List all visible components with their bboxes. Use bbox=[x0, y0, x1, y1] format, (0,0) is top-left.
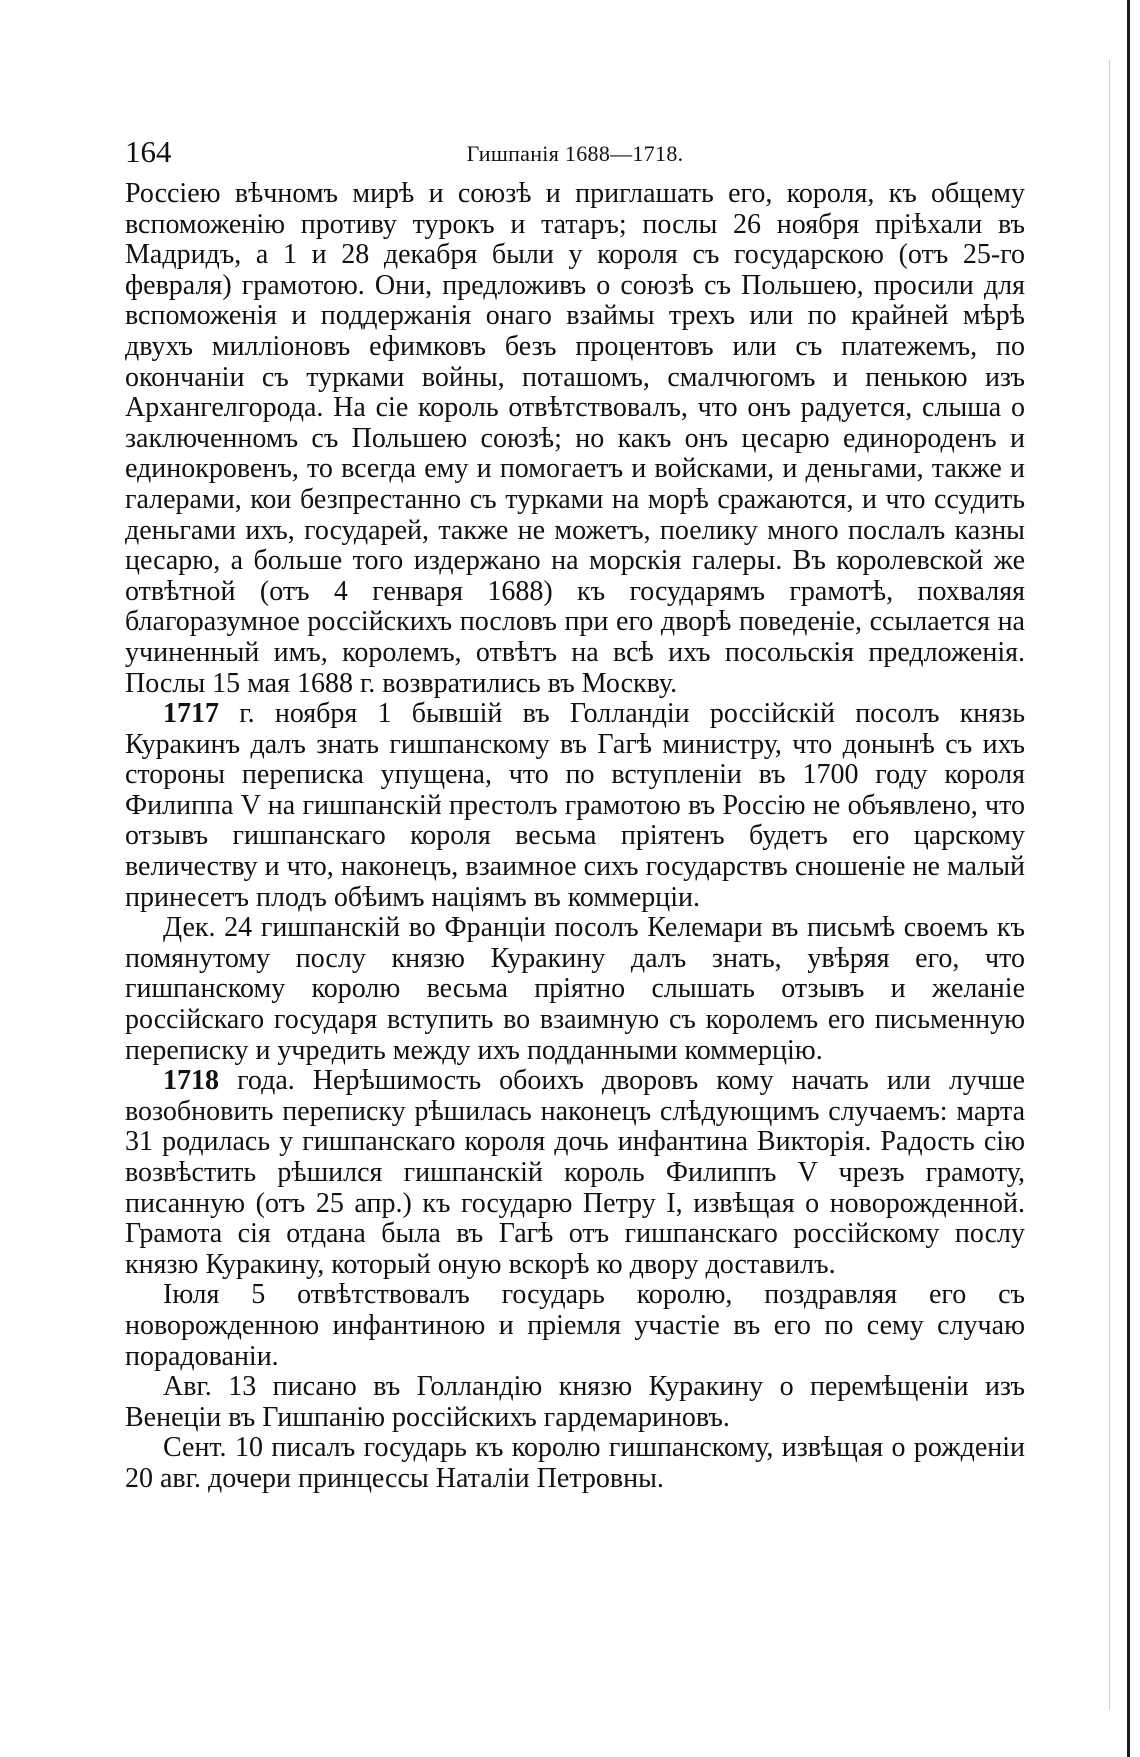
paragraph-aug-13 bbox=[125, 1372, 1025, 1433]
paragraph-1718 bbox=[125, 1066, 1025, 1280]
year-heading-1718: 1718 bbox=[163, 1065, 219, 1097]
paragraph-text: года. Нерѣшимость обоихъ дворовъ кому начать или лучше возобновить переписку рѣшилась наконецъ слѣдующимъ случаемъ: марта 31 родилась у гишпанскаго короля дочь инфантина Викторія. Радость сію возвѣстить рѣшился гишпанскій король Филиппъ V чрезъ грамоту, писанную (отъ 25 апр.) къ государю Петру I, извѣщая о новорожденной. Грамота сія отдана была въ Гагѣ отъ гишпанскаго россійскому послу князю Куракину, который оную вскорѣ ко двору доставилъ. bbox=[125, 1065, 1025, 1280]
paragraph-july-5 bbox=[125, 1280, 1025, 1372]
paragraph-1717 bbox=[125, 699, 1025, 913]
paragraph-text: Сент. 10 писалъ государь къ королю гишпанскому, извѣщая о рожденіи 20 авг. дочери принцессы Наталіи Петровны. bbox=[125, 1432, 1025, 1494]
paragraph-text: Авг. 13 писано въ Голландію князю Куракину о перемѣщеніи изъ Венеціи въ Гишпанію россійскихъ гардемариновъ. bbox=[125, 1371, 1025, 1433]
paragraph-dec-24 bbox=[125, 913, 1025, 1066]
running-title: Гишпанія 1688—1718. bbox=[466, 141, 684, 166]
text-body bbox=[125, 179, 1025, 1495]
page-number: 164 bbox=[125, 134, 172, 169]
paragraph-text: Іюля 5 отвѣтствовалъ государь королю, поздравляя его съ новорожденною инфантиною и пріемля участіе въ его по сему случаю порадованіи. bbox=[125, 1279, 1025, 1372]
paragraph-sept-10 bbox=[125, 1433, 1025, 1494]
paragraph-text: Россіею вѣчномъ мирѣ и союзѣ и приглашать его, короля, къ общему вспоможенію противу турокъ и татаръ; послы 26 ноября пріѣхали въ Мадридъ, а 1 и 28 декабря были у короля съ государскою (отъ 25-го февраля) грамотою. Они, предложивъ о союзѣ съ Польшею, просили для вспоможенія и поддержанія онаго взаймы трехъ или по крайней мѣрѣ двухъ милліоновъ ефимковъ безъ процентовъ или съ платежемъ, по окончаніи съ турками войны, поташомъ, смалчюгомъ и пенькою изъ Архангелгорода. На сіе король отвѣтствовалъ, что онъ радуется, слыша о заключенномъ съ Польшею союзѣ; но какъ онъ цесарю единороденъ и единокровенъ, то всегда ему и помогаетъ и войсками, и деньгами, также и галерами, кои безпрестанно съ турками на морѣ сражаются, и что ссудить деньгами ихъ, государей, также не можетъ, поелику много послалъ казны цесарю, а больше того издержано на морскія галеры. Въ королевской же отвѣтной (отъ 4 генваря 1688) къ государямъ грамотѣ, похваляя благоразумное россійскихъ пословъ при его дворѣ поведеніе, ссылается на учиненный имъ, королемъ, отвѣтъ на всѣ ихъ посольскія предложенія. Послы 15 мая 1688 г. возвратились въ Москву. bbox=[125, 178, 1025, 699]
running-header bbox=[125, 134, 1025, 170]
paragraph-1 bbox=[125, 179, 1025, 699]
year-heading-1717: 1717 bbox=[163, 698, 219, 730]
paragraph-text: г. ноября 1 бывшій въ Голландіи россійскій посолъ князь Куракинъ далъ знать гишпанскому въ Гагѣ министру, что донынѣ съ ихъ стороны переписка упущена, что по вступленіи въ 1700 году короля Филиппа V на гишпанскій престолъ грамотою въ Россію не объявлено, что отзывъ гишпанскаго короля весьма пріятенъ будетъ его царскому величеству и что, наконецъ, взаимное сихъ государствъ сношеніе не малый принесетъ плодъ обѣимъ націямъ въ коммерціи. bbox=[125, 698, 1025, 913]
page-edge bbox=[1127, 0, 1130, 1757]
page-edge-shadow bbox=[1109, 60, 1110, 1710]
paragraph-text: Дек. 24 гишпанскій во Франціи посолъ Келемари въ письмѣ своемъ къ помянутому послу князю Куракину далъ знать, увѣряя его, что гишпанскому королю весьма пріятно слышать отзывъ и желаніе россійскаго государя вступить во взаимную съ королемъ его письменную переписку и учредить между ихъ подданными коммерцію. bbox=[125, 912, 1025, 1066]
